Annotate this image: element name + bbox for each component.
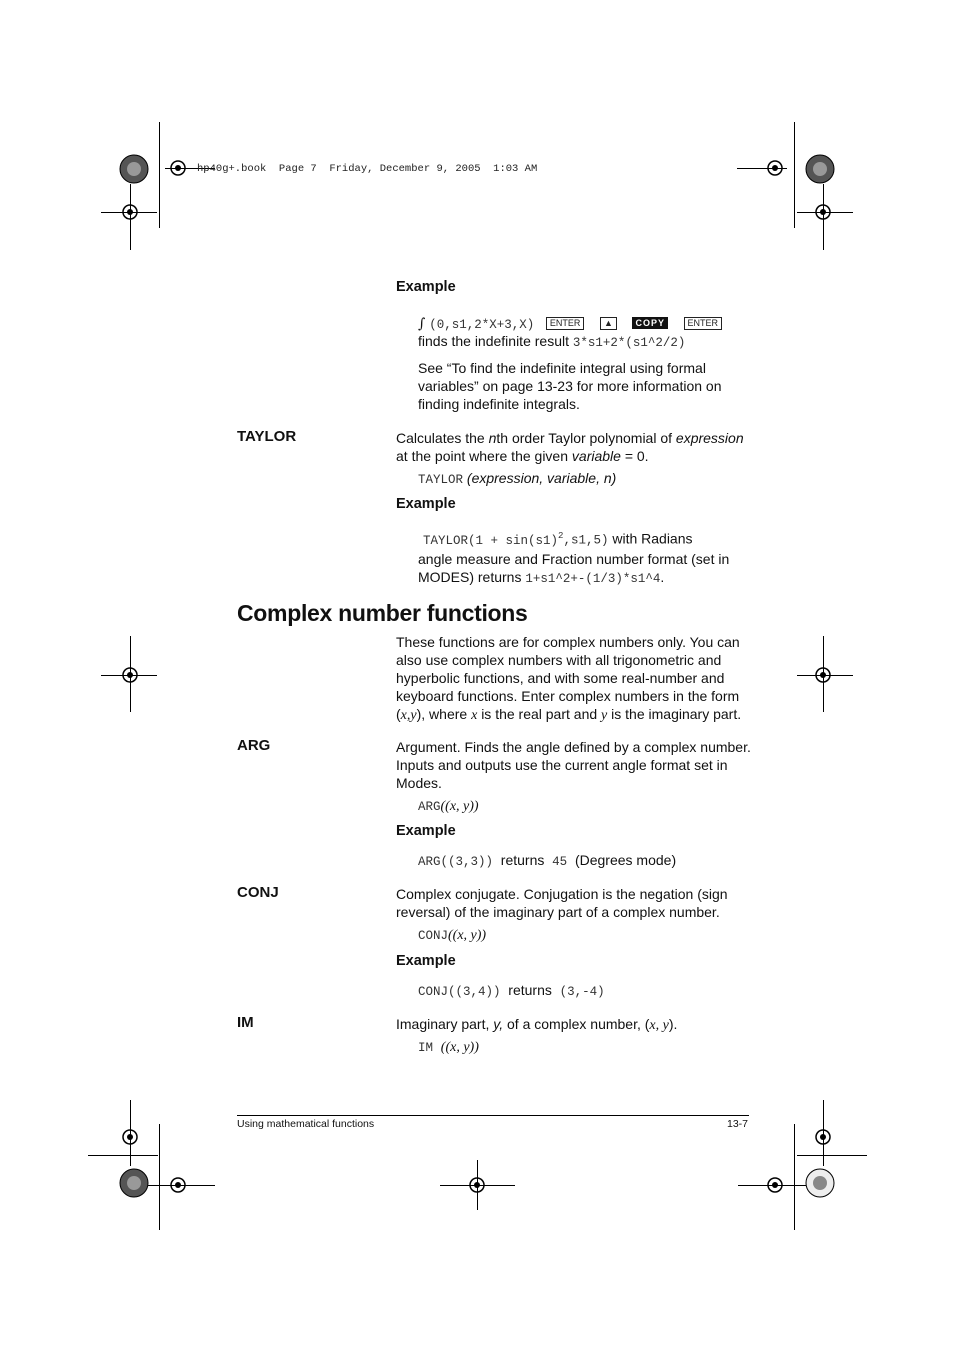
registration-target-icon <box>117 152 151 186</box>
example-heading: Example <box>396 279 456 295</box>
footer-page-number: 13-7 <box>727 1118 749 1130</box>
crosshair-icon <box>119 201 141 223</box>
term-taylor: TAYLOR <box>237 428 297 445</box>
taylor-result-code: 1+s1^2+-(1/3)*s1^4 <box>525 571 661 586</box>
integral-args: (0,s1,2*X+3,X) <box>429 318 535 332</box>
integral-icon: ∫ <box>418 316 426 332</box>
crosshair-icon <box>812 1126 834 1148</box>
footer-chapter-title: Using mathematical functions <box>237 1118 375 1130</box>
conj-syntax: CONJ((x, y)) <box>418 928 487 943</box>
example-heading: Example <box>396 823 456 839</box>
crosshair-icon <box>812 664 834 686</box>
copy-key: COPY <box>632 317 668 329</box>
im-syntax: IM ((x, y)) <box>418 1040 479 1055</box>
integral-result: finds the indefinite result 3*s1+2*(s1^2/2) <box>418 333 686 350</box>
arg-example: ARG((3,3)) returns 45 (Degrees mode) <box>418 852 677 869</box>
section-heading: Complex number functions <box>237 600 528 626</box>
arg-description: Argument. Finds the angle defined by a complex number. Inputs and outputs use the current angle format set in Modes. <box>396 739 751 791</box>
complex-intro: These functions are for complex numbers only. You can also use complex numbers with all trigonometric and hyperbolic functions, and with some real-number and keyboard functions. Enter complex numbers in the form (x,y), where x is the real part and y is the imaginary part. <box>396 634 742 723</box>
arg-syntax: ARG((x, y)) <box>418 799 479 814</box>
term-arg: ARG <box>237 737 271 754</box>
example-heading: Example <box>396 953 456 969</box>
up-arrow-key: ▲ <box>600 317 617 330</box>
im-description: Imaginary part, y, of a complex number, (x, y). <box>396 1016 678 1033</box>
conj-example: CONJ((3,4)) returns (3,-4) <box>418 982 605 999</box>
registration-target-icon <box>803 152 837 186</box>
term-im: IM <box>237 1014 254 1031</box>
crosshair-icon <box>466 1174 488 1196</box>
crosshair-icon <box>764 157 786 179</box>
footer-rule <box>237 1115 749 1116</box>
integral-keystrokes <box>418 314 722 334</box>
example-heading: Example <box>396 496 456 512</box>
crosshair-icon <box>764 1174 786 1196</box>
registration-target-icon <box>803 1166 837 1200</box>
taylor-syntax: TAYLOR (expression, variable, n) <box>418 470 617 487</box>
taylor-description: Calculates the nth order Taylor polynomial of expression at the point where the given variable = 0. <box>396 430 744 464</box>
file-info-header: hp40g+.book Page 7 Friday, December 9, 2005 1:03 AM <box>197 163 538 175</box>
crosshair-icon <box>167 157 189 179</box>
crosshair-icon <box>119 664 141 686</box>
conj-description: Complex conjugate. Conjugation is the negation (sign reversal) of the imaginary part of a complex number. <box>396 886 728 920</box>
crosshair-icon <box>167 1174 189 1196</box>
registration-target-icon <box>117 1166 151 1200</box>
crosshair-icon <box>812 201 834 223</box>
enter-key: ENTER <box>684 317 723 330</box>
integral-result-code: 3*s1+2*(s1^2/2) <box>572 336 686 350</box>
term-conj: CONJ <box>237 884 279 901</box>
see-reference: See “To find the indefinite integral using formal variables” on page 13-23 for more information on finding indefinite integrals. <box>418 360 722 412</box>
enter-key: ENTER <box>546 317 585 330</box>
crosshair-icon <box>119 1126 141 1148</box>
taylor-example: TAYLOR(1 + $\sin(s1)^2,s1,5$) with Radians angle measure and Fraction number format (set in MODES) returns 1+s1^2+-(1/3)*s1^4. <box>418 530 730 586</box>
